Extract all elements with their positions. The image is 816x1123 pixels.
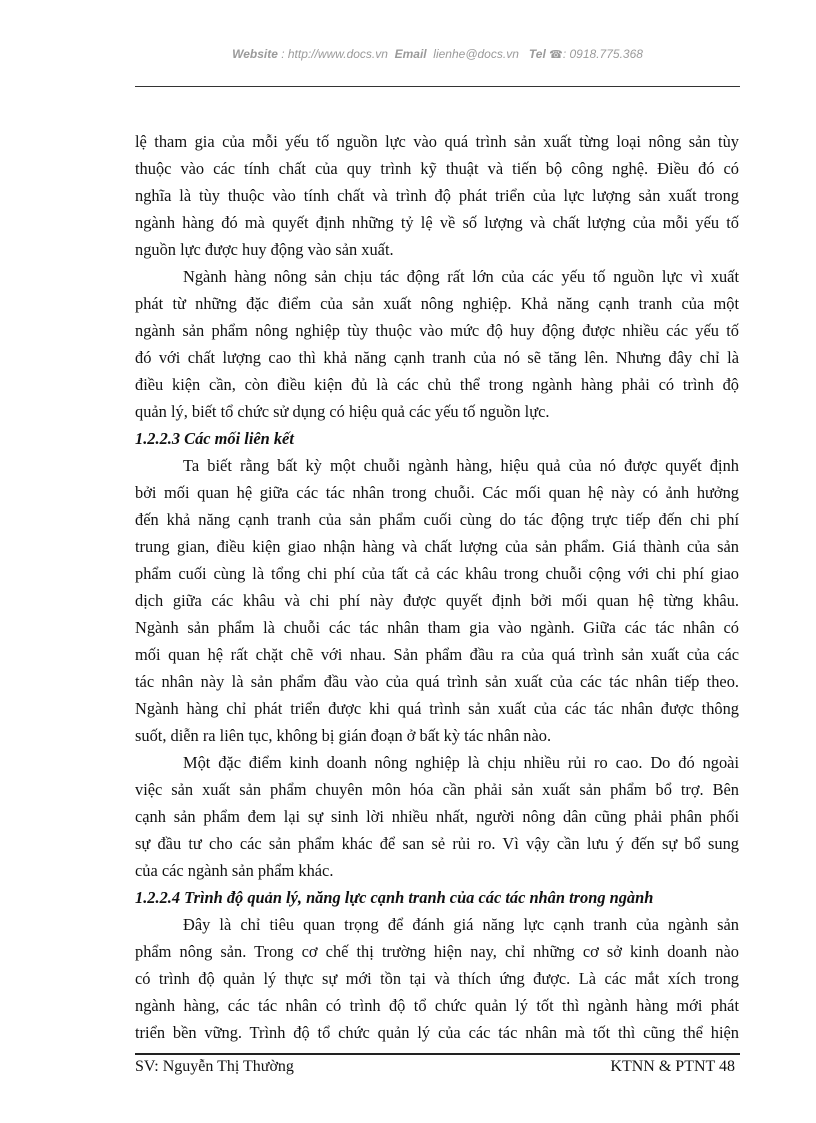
paragraph-line: của các ngành sản phẩm khác.: [135, 861, 334, 880]
paragraph-line: điều kiện cần, còn điều kiện đủ là các chủ thể trong ngành hàng phải có trình độ: [135, 375, 739, 394]
paragraph-line: có trình độ quản lý thực sự mới tồn tại và thích ứng được. Là các mắt xích trong: [135, 969, 739, 988]
email-link[interactable]: lienhe@docs.vn: [433, 47, 519, 61]
paragraph-line: ngành hàng đó mà quyết định những tỷ lệ về số lượng và chất lượng của mỗi yếu tố: [135, 213, 739, 232]
paragraph-line: việc sản xuất sản phẩm chuyên môn hóa cần phải sản xuất sản phẩm bổ trợ. Bên: [135, 780, 739, 799]
paragraph-line: ngành hàng, các tác nhân có trình độ tổ chức quản lý tốt thì ngành hàng mới phát: [135, 996, 739, 1015]
paragraph-line: Ngành hàng nông sản chịu tác động rất lớn của các yếu tố nguồn lực vì xuất: [183, 267, 739, 286]
paragraph-line: trung gian, điều kiện giao nhận hàng và chất lượng của sản phẩm. Giá thành của sản: [135, 537, 739, 556]
paragraph-line: tác nhân này là sản phẩm đầu vào của quá trình sản xuất của các tác nhân tiếp theo.: [135, 672, 739, 691]
telephone-icon: ☎: [549, 49, 563, 61]
paragraph-line: sự đầu tư cho các sản phẩm khác để san sẻ rủi ro. Vì vậy cần lưu ý đến sự bổ sung: [135, 834, 739, 853]
paragraph-line: ngành sản phẩm nông nghiệp tùy thuộc vào mức độ huy động được nhiều các yếu tố: [135, 321, 739, 340]
paragraph-line: triển bền vững. Trình độ tổ chức quản lý của các tác nhân mà tốt thì cũng thể hiện: [135, 1023, 739, 1042]
website-label: Website: [232, 47, 278, 61]
email-label: Email: [394, 47, 427, 61]
paragraph-line: dịch giữa các khâu và chi phí này được quyết định bởi mối quan hệ từng khâu.: [135, 591, 739, 610]
paragraph-line: suốt, diễn ra liên tục, không bị gián đoạn ở bất kỳ tác nhân nào.: [135, 726, 552, 745]
paragraph-line: Ta biết rằng bất kỳ một chuỗi ngành hàng, hiệu quả của nó được quyết định: [183, 456, 739, 475]
paragraph-line: phẩm nông sản. Trong cơ chế thị trường hiện nay, chỉ những cơ sở kinh doanh nào: [135, 942, 739, 961]
section-heading: 1.2.2.3 Các mối liên kết: [135, 429, 294, 448]
paragraph-line: thuộc vào các tính chất của quy trình kỹ thuật và tiến bộ công nghệ. Điều đó có: [135, 159, 739, 178]
paragraph-line: đến khả năng cạnh tranh của sản phẩm cuối cùng do tác động trực tiếp đến chi phí: [135, 510, 739, 529]
paragraph-line: nguồn lực được huy động vào sản xuất.: [135, 240, 394, 259]
paragraph-line: phẩm cuối cùng là tổng chi phí của tất cả các khâu trong chuỗi cộng với chi phí giao: [135, 564, 739, 583]
paragraph-line: nghĩa là tùy thuộc vào tính chất và trình độ phát triển của lực lượng sản xuất trong: [135, 186, 739, 205]
document-body: [135, 128, 739, 1046]
page-header: [135, 47, 740, 61]
paragraph-line: Ngành hàng chỉ phát triển được khi quá trình sản xuất của các tác nhân được thông: [135, 699, 739, 718]
paragraph-line: bởi mối quan hệ giữa các tác nhân trong chuỗi. Các mối quan hệ này có ảnh hưởng: [135, 483, 739, 502]
paragraph-line: cạnh sản phẩm đem lại sự sinh lời nhiều nhất, người nông dân cũng phải phân phối: [135, 807, 739, 826]
website-link[interactable]: : http://www.docs.vn: [281, 47, 388, 61]
page-number: KTNN & PTNT 48: [610, 1058, 735, 1075]
paragraph-line: phát từ những đặc điểm của sản xuất nông nghiệp. Khả năng cạnh tranh của một: [135, 294, 739, 313]
section-heading: 1.2.2.4 Trình độ quản lý, năng lực cạnh tranh của các tác nhân trong ngành: [135, 888, 654, 907]
header-divider: [135, 86, 740, 87]
paragraph-line: Một đặc điểm kinh doanh nông nghiệp là chịu nhiều rủi ro cao. Do đó ngoài: [183, 753, 739, 772]
paragraph-line: lệ tham gia của mỗi yếu tố nguồn lực vào quá trình sản xuất từng loại nông sản tùy: [135, 132, 739, 151]
student-name: SV: Nguyễn Thị Thường: [135, 1058, 294, 1075]
paragraph-line: quản lý, biết tổ chức sử dụng có hiệu quả các yếu tố nguồn lực.: [135, 402, 550, 421]
footer-divider: [135, 1053, 740, 1055]
tel-label: Tel: [528, 47, 546, 61]
paragraph-line: Đây là chỉ tiêu quan trọng để đánh giá năng lực cạnh tranh của ngành sản: [183, 915, 739, 934]
paragraph-line: đó với chất lượng cao thì khả năng cạnh tranh của nó sẽ tăng lên. Nhưng đây chỉ là: [135, 348, 739, 367]
paragraph-line: Ngành sản phẩm là chuỗi các tác nhân tham gia vào ngành. Giữa các tác nhân có: [135, 618, 739, 637]
tel-value: : 0918.775.368: [562, 47, 643, 61]
paragraph-line: mối quan hệ rất chặt chẽ với nhau. Sản phẩm đầu ra của quá trình sản xuất của các: [135, 645, 739, 664]
